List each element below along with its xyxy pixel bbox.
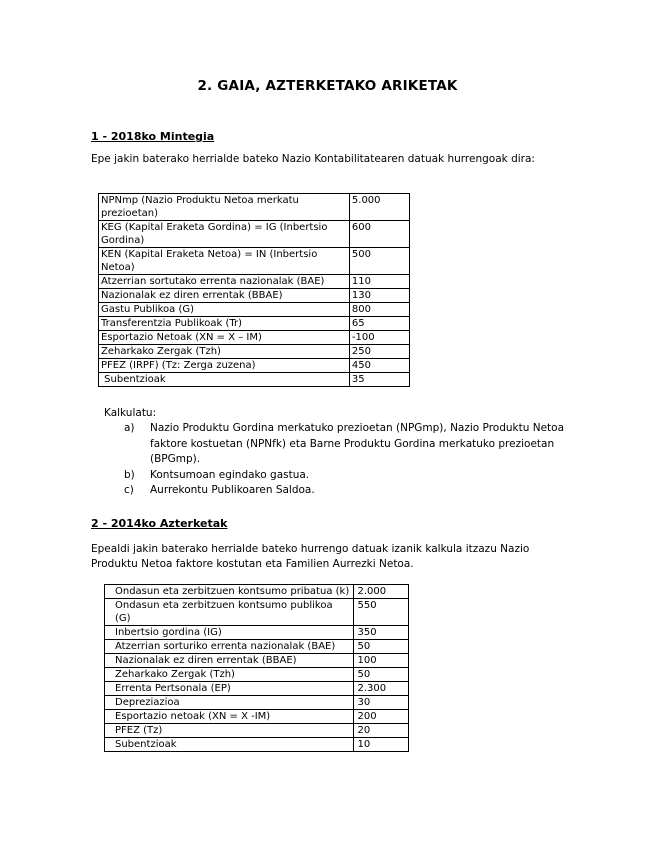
table-row: [99, 317, 410, 331]
row-value: 5.000: [349, 194, 409, 221]
row-value: 10: [353, 738, 408, 752]
table-row: [99, 359, 410, 373]
row-label: Ondasun eta zerbitzuen kontsumo publikoa (G): [105, 599, 354, 626]
row-label: Transferentzia Publikoak (Tr): [99, 317, 350, 331]
table-row: [99, 373, 410, 387]
table-row: [105, 640, 409, 654]
row-label: Nazionalak ez diren errentak (BBAE): [99, 289, 350, 303]
row-label: Esportazio netoak (XN = X -IM): [105, 710, 354, 724]
row-value: 200: [353, 710, 408, 724]
row-label: Ondasun eta zerbitzuen kontsumo pribatua (k): [105, 585, 354, 599]
question-list: [124, 421, 564, 499]
row-value: 65: [349, 317, 409, 331]
table-row: [99, 221, 410, 248]
exercise-1-intro: Epe jakin baterako herrialde bateko Nazio Kontabilitatearen datuak hurrengoak dira:: [91, 153, 535, 165]
question-text: Nazio Produktu Gordina merkatuko prezioetan (NPGmp), Nazio Produktu Netoa faktore kostuetan (NPNfk) eta Barne Produktu Gordina merkatuko prezioetan (BPGmp).: [150, 422, 565, 465]
row-label: KEG (Kapital Eraketa Gordina) = IG (Inbertsio Gordina): [99, 221, 350, 248]
row-value: 20: [353, 724, 408, 738]
question-text: Kontsumoan egindako gastua.: [150, 468, 310, 481]
exercise-1-data-table: [98, 193, 410, 387]
row-value: 100: [353, 654, 408, 668]
row-label: Atzerrian sortutako errenta nazionalak (BAE): [99, 275, 350, 289]
row-value: 350: [353, 626, 408, 640]
row-label: Subentzioak: [99, 373, 350, 387]
table-row: [105, 710, 409, 724]
row-label: PFEZ (IRPF) (Tz: Zerga zuzena): [99, 359, 350, 373]
table-row: [99, 248, 410, 275]
table-row: [99, 194, 410, 221]
exercise-2-intro: Epealdi jakin baterako herrialde bateko hurrengo datuak izanik kalkula itzazu Nazio Produktu Netoa faktore kostutan eta Familien Aurrezki Netoa.: [91, 543, 530, 570]
row-value: 800: [349, 303, 409, 317]
list-item: [124, 468, 564, 484]
table-row: [105, 696, 409, 710]
row-label: Atzerrian sorturiko errenta nazionalak (BAE): [105, 640, 354, 654]
row-label: Inbertsio gordina (IG): [105, 626, 354, 640]
table-row: [105, 654, 409, 668]
table-row: [105, 738, 409, 752]
table-row: [105, 724, 409, 738]
table-row: [105, 668, 409, 682]
table-row: [105, 682, 409, 696]
row-value: -100: [349, 331, 409, 345]
row-value: 550: [353, 599, 408, 626]
row-value: 500: [349, 248, 409, 275]
row-value: 30: [353, 696, 408, 710]
row-label: NPNmp (Nazio Produktu Netoa merkatu prezioetan): [99, 194, 350, 221]
page-title: 2. GAIA, AZTERKETAKO ARIKETAK: [197, 78, 458, 94]
row-label: Gastu Publikoa (G): [99, 303, 350, 317]
row-label: KEN (Kapital Eraketa Netoa) = IN (Inbertsio Netoa): [99, 248, 350, 275]
row-label: Esportazio Netoak (XN = X – IM): [99, 331, 350, 345]
calculate-label: Kalkulatu:: [104, 407, 157, 419]
row-label: Subentzioak: [105, 738, 354, 752]
table-row: [105, 585, 409, 599]
row-label: PFEZ (Tz): [105, 724, 354, 738]
table-row: [99, 289, 410, 303]
question-text: Aurrekontu Publikoaren Saldoa.: [150, 484, 315, 496]
table-row: [99, 303, 410, 317]
row-value: 600: [349, 221, 409, 248]
table-row: [99, 345, 410, 359]
row-label: Nazionalak ez diren errentak (BBAE): [105, 654, 354, 668]
row-label: Depreziazioa: [105, 696, 354, 710]
row-value: 50: [353, 640, 408, 654]
exercise-2-heading: 2 - 2014ko Azterketak: [91, 517, 228, 530]
row-value: 2.000: [353, 585, 408, 599]
row-value: 35: [349, 373, 409, 387]
list-marker: c): [124, 484, 134, 496]
row-label: Zeharkako Zergak (Tzh): [99, 345, 350, 359]
row-value: 250: [349, 345, 409, 359]
list-marker: b): [124, 468, 135, 481]
row-value: 130: [349, 289, 409, 303]
table-row: [99, 331, 410, 345]
table-row: [105, 626, 409, 640]
list-marker: a): [124, 422, 135, 434]
table-row: [105, 599, 409, 626]
list-item: [124, 483, 564, 499]
row-value: 2.300: [353, 682, 408, 696]
row-label: Errenta Pertsonala (EP): [105, 682, 354, 696]
exercise-1-heading: 1 - 2018ko Mintegia: [91, 130, 215, 143]
list-item: [124, 421, 564, 468]
row-label: Zeharkako Zergak (Tzh): [105, 668, 354, 682]
row-value: 110: [349, 275, 409, 289]
table-row: [99, 275, 410, 289]
row-value: 450: [349, 359, 409, 373]
exercise-2-data-table: [104, 584, 409, 752]
row-value: 50: [353, 668, 408, 682]
